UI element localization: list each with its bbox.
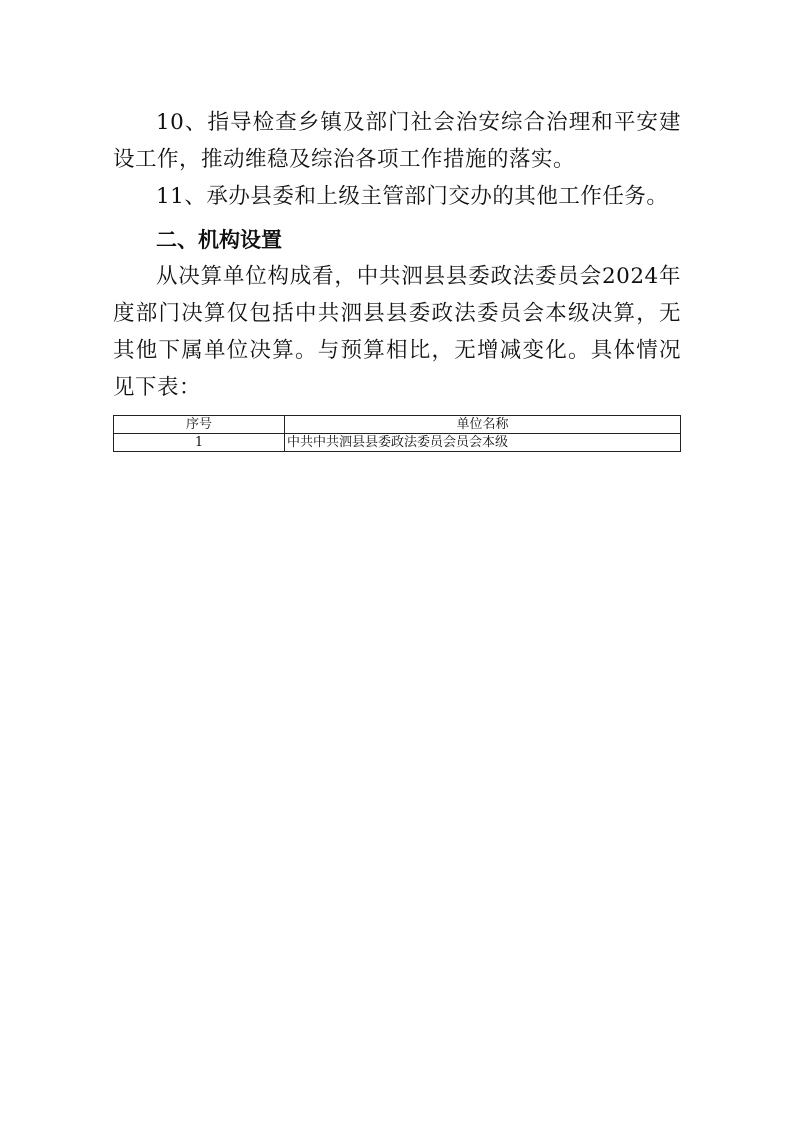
- paragraph-org-setup: 从决算单位构成看，中共泗县县委政法委员会2024年度部门决算仅包括中共泗县县委政法委员会本级决算，无其他下属单位决算。与预算相比，无增减变化。具体情况见下表：: [113, 264, 681, 400]
- row-no-cell: 1: [114, 434, 285, 452]
- paragraph-item-11: 11、承办县委和上级主管部门交办的其他工作任务。: [156, 184, 669, 209]
- column-header-name: 单位名称: [285, 416, 681, 434]
- row-name-cell: 中共中共泗县县委政法委员会员会本级: [285, 434, 681, 452]
- table-header-row: [114, 416, 681, 434]
- table-row: [114, 434, 681, 452]
- column-header-no: 序号: [114, 416, 285, 434]
- unit-table: [113, 415, 681, 452]
- paragraph-item-10: 10、指导检查乡镇及部门社会治安综合治理和平安建设工作，推动维稳及综治各项工作措施的落实。: [113, 110, 681, 172]
- section-heading-org-setup: 二、机构设置: [156, 228, 282, 252]
